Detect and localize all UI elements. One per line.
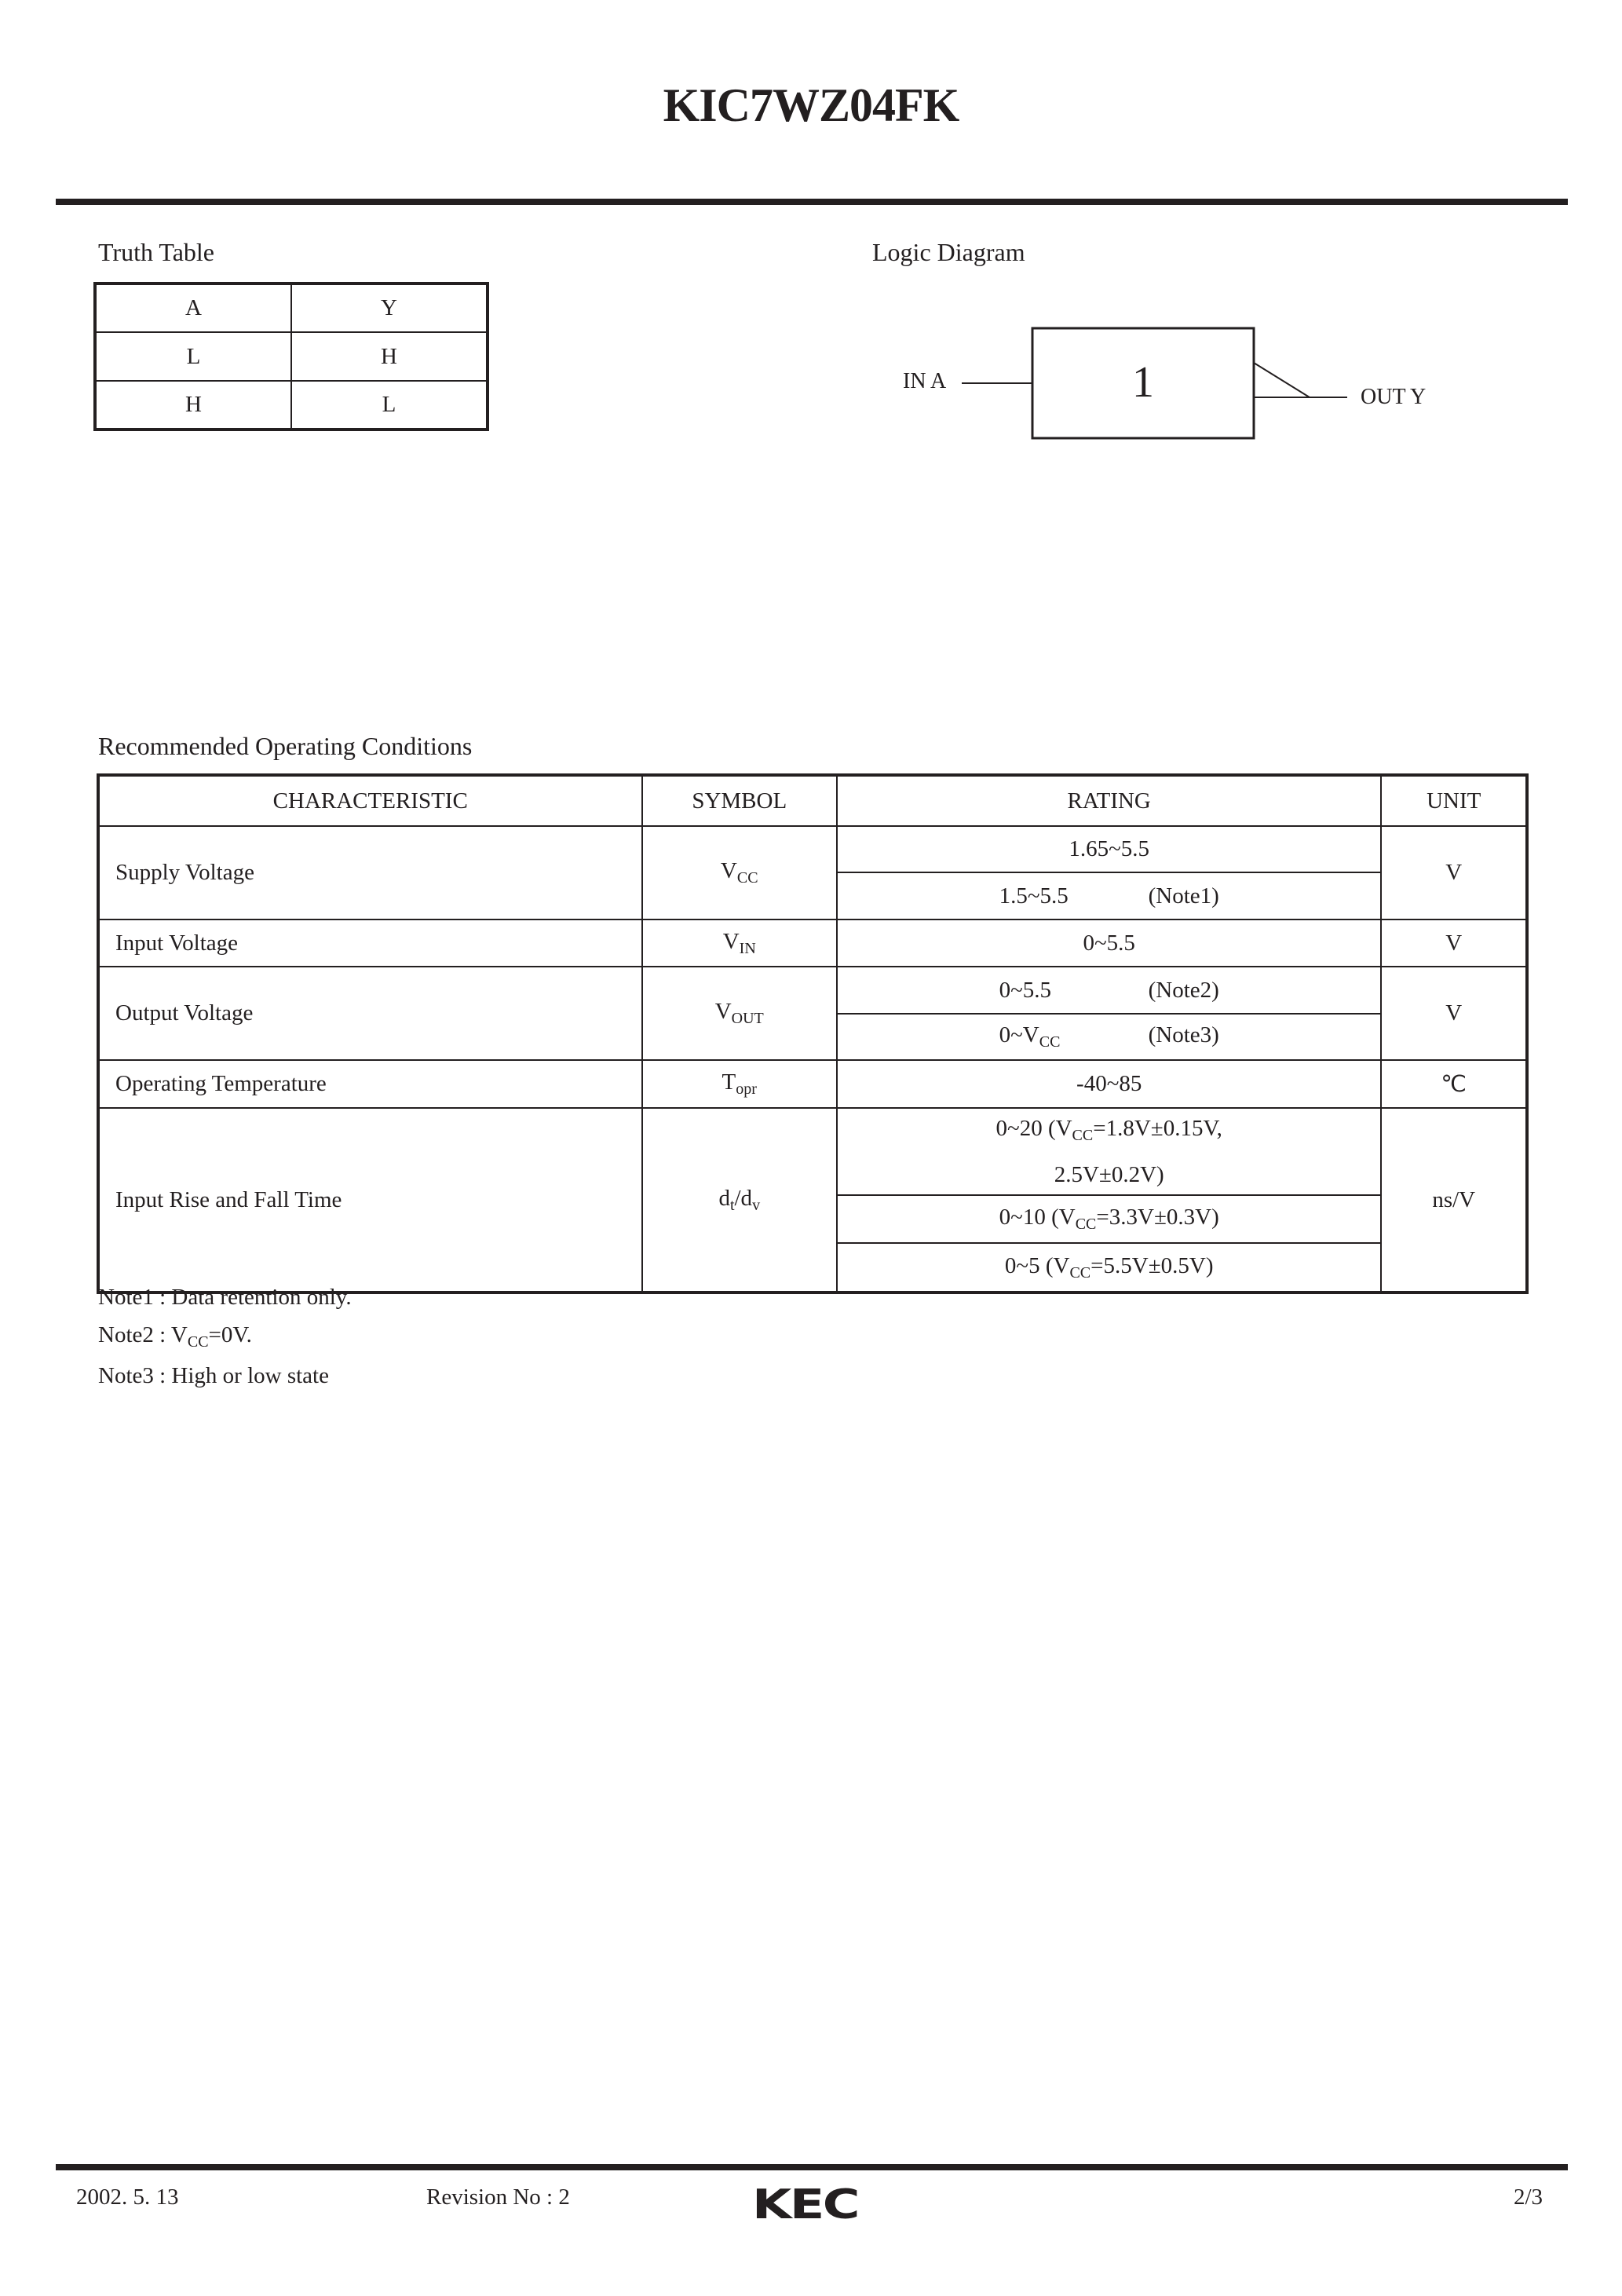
header-unit: UNIT <box>1381 775 1527 826</box>
header-rating: RATING <box>837 775 1381 826</box>
operating-conditions-table <box>97 773 1529 1294</box>
cell: H <box>95 381 291 430</box>
gate-label: 1 <box>1132 358 1154 407</box>
supply-voltage-symbol: $V_{CC}$ <box>642 826 838 919</box>
input-unit: V <box>1381 919 1527 967</box>
temperature-rating: -40~85 <box>837 1060 1381 1108</box>
rise-unit: ns/V <box>1381 1108 1527 1292</box>
header-y: Y <box>291 283 488 332</box>
output-unit: V <box>1381 967 1527 1060</box>
input-rating: 0~5.5 <box>837 919 1381 967</box>
cell: L <box>291 381 488 430</box>
supply-voltage-name: Supply Voltage <box>98 826 642 919</box>
supply-rating-1: 1.65~5.5 <box>837 826 1381 872</box>
cell: H <box>291 332 488 381</box>
temperature-unit: ℃ <box>1381 1060 1527 1108</box>
rise-fall-name: Input Rise and Fall Time <box>98 1108 642 1292</box>
note-3: Note3 : High or low state <box>98 1363 329 1388</box>
header-characteristic: CHARACTERISTIC <box>98 775 642 826</box>
footer-page: 2/3 <box>1513 2184 1543 2210</box>
output-rating-1: 0~5.5 (Note2) <box>837 967 1381 1014</box>
rise-rating-2: 0~10 $(V_{CC}=3.3V\pm 0.3V)$ <box>837 1195 1381 1243</box>
rise-fall-symbol: $d_t/d_v$ <box>642 1108 838 1292</box>
footer-rule <box>56 2164 1568 2170</box>
cell: L <box>95 332 291 381</box>
rise-rating-1: 0~20 ($V_{CC}=1.8V\pm 0.15V$, 2.5V±0.2V) <box>837 1108 1381 1195</box>
header-a: A <box>95 283 291 332</box>
inverter-symbol <box>0 0 1622 550</box>
note-2: Note2 : $V_{CC}=0V$. <box>98 1322 252 1351</box>
output-rating-2: $0\sim V_{CC}$ (Note3) <box>837 1014 1381 1060</box>
input-voltage-symbol: $V_{IN}$ <box>642 919 838 967</box>
document-title: KIC7WZ04FK <box>663 79 959 131</box>
footer-revision: Revision No : 2 <box>426 2184 570 2210</box>
output-label: OUT Y <box>1361 385 1427 409</box>
header-symbol: SYMBOL <box>642 775 838 826</box>
supply-rating-2: 1.5~5.5 (Note1) <box>837 872 1381 919</box>
input-voltage-name: Input Voltage <box>98 919 642 967</box>
kec-logo: KEC <box>752 2181 858 2228</box>
supply-unit: V <box>1381 826 1527 919</box>
rise-rating-3: 0~5 $(V_{CC}=5.5V\pm 0.5V)$ <box>837 1243 1381 1292</box>
output-voltage-symbol: $V_{OUT}$ <box>642 967 838 1060</box>
note-1: Note1 : Data retention only. <box>98 1285 352 1310</box>
truth-table-label: Truth Table <box>98 238 214 266</box>
roc-label: Recommended Operating Conditions <box>98 732 473 760</box>
temperature-name: Operating Temperature <box>98 1060 642 1108</box>
input-label: IN A <box>903 369 947 393</box>
temperature-symbol: $T_{opr}$ <box>642 1060 838 1108</box>
footer-date: 2002. 5. 13 <box>76 2184 179 2210</box>
logic-diagram-label: Logic Diagram <box>872 238 1025 266</box>
output-voltage-name: Output Voltage <box>98 967 642 1060</box>
